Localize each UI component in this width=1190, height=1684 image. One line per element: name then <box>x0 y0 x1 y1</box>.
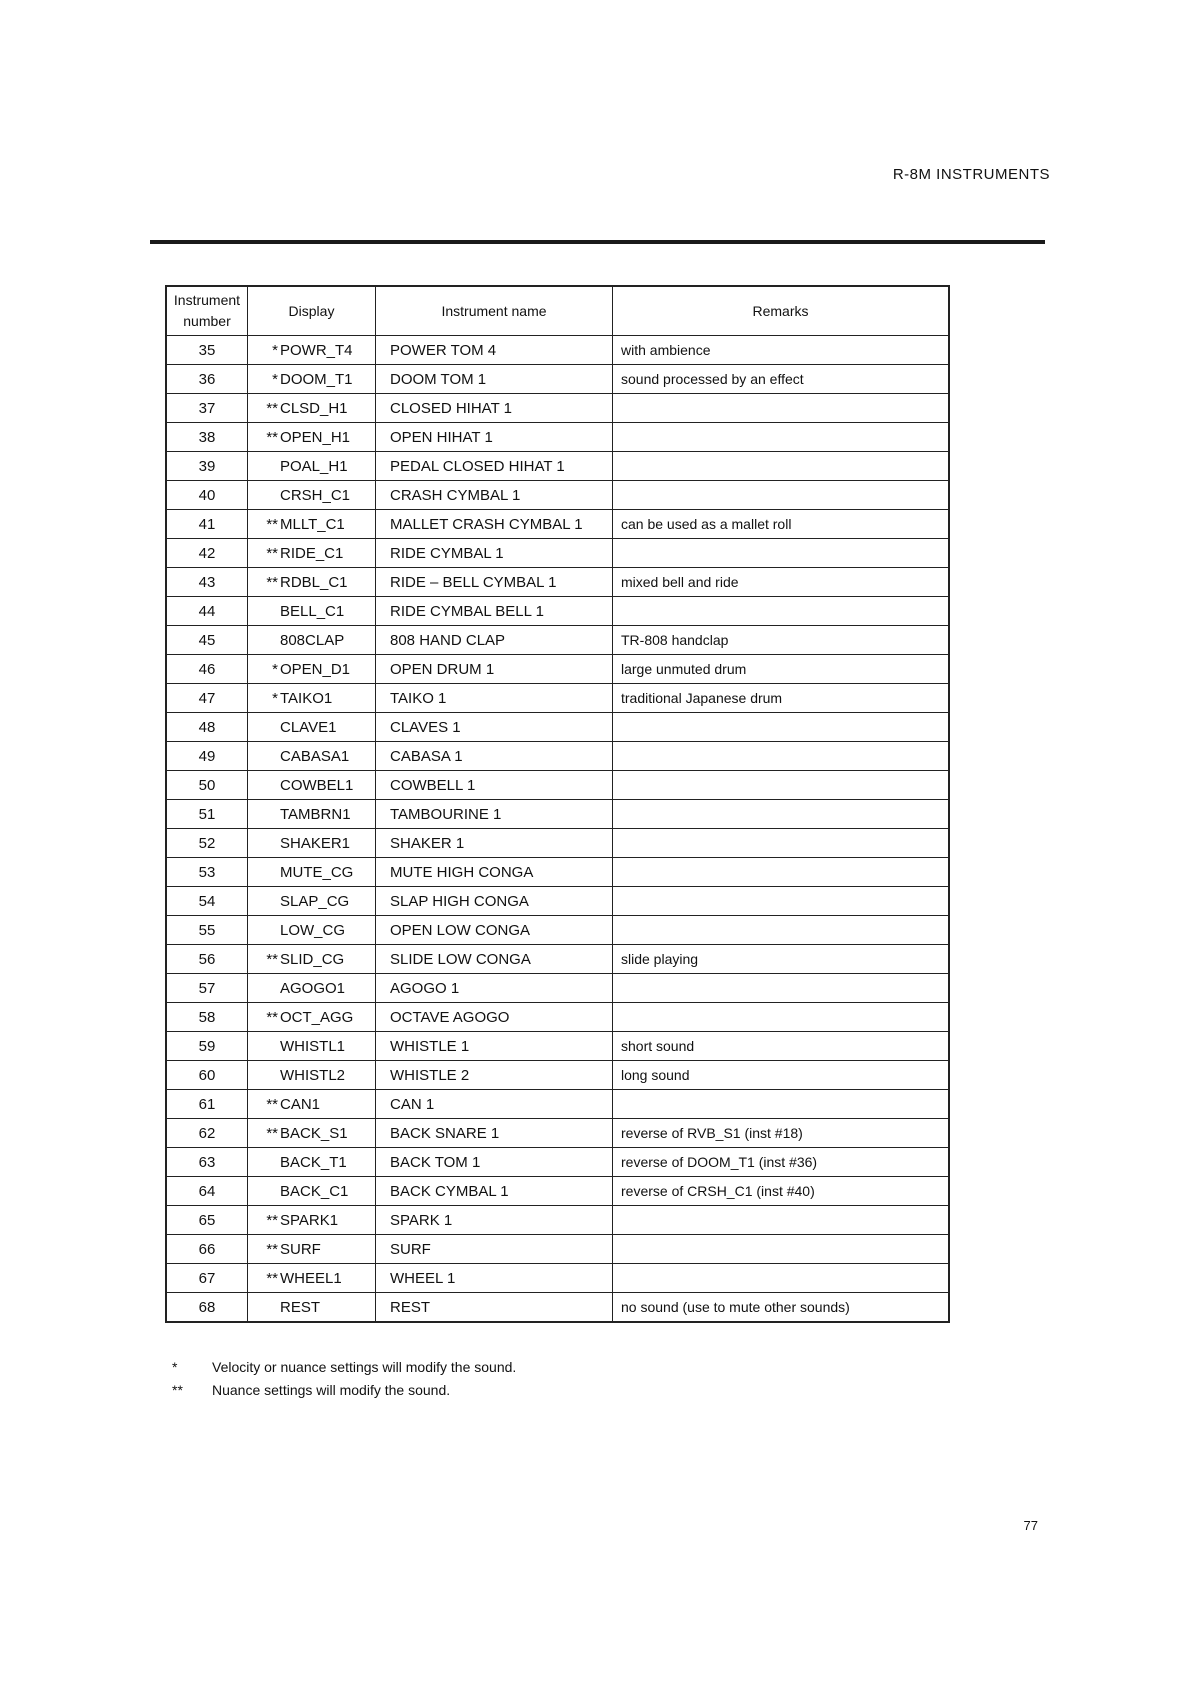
asterisk-mark: ** <box>266 1269 278 1287</box>
instrument-number-cell: 51 <box>166 800 248 829</box>
display-cell <box>248 916 376 945</box>
page-number: 77 <box>1023 1518 1038 1533</box>
instrument-name-cell: OCTAVE AGOGO <box>376 1003 613 1032</box>
remarks-cell: reverse of CRSH_C1 (inst #40) <box>613 1177 950 1206</box>
instrument-name-cell: AGOGO 1 <box>376 974 613 1003</box>
instrument-name-cell: SLIDE LOW CONGA <box>376 945 613 974</box>
instrument-name-cell: WHISTLE 1 <box>376 1032 613 1061</box>
asterisk-mark: ** <box>266 1211 278 1229</box>
col-header-display: Display <box>248 286 376 336</box>
table-row <box>166 713 949 742</box>
table-row <box>166 974 949 1003</box>
remarks-cell <box>613 974 950 1003</box>
display-code: SURF <box>280 1240 321 1258</box>
table-row <box>166 742 949 771</box>
asterisk-mark: * <box>272 370 278 388</box>
table-row <box>166 916 949 945</box>
instrument-number-cell: 56 <box>166 945 248 974</box>
display-code: BACK_T1 <box>280 1153 347 1171</box>
remarks-cell: large unmuted drum <box>613 655 950 684</box>
instrument-name-cell: SLAP HIGH CONGA <box>376 887 613 916</box>
instrument-number-cell: 67 <box>166 1264 248 1293</box>
remarks-cell <box>613 1235 950 1264</box>
display-code: WHISTL1 <box>280 1037 346 1055</box>
remarks-cell: short sound <box>613 1032 950 1061</box>
instrument-name-cell: POWER TOM 4 <box>376 336 613 365</box>
table-row <box>166 510 949 539</box>
table-row <box>166 1032 949 1061</box>
display-cell <box>248 365 376 394</box>
instrument-number-cell: 60 <box>166 1061 248 1090</box>
table-row <box>166 394 949 423</box>
display-code: BACK_C1 <box>280 1182 349 1200</box>
display-cell <box>248 742 376 771</box>
display-code: TAIKO1 <box>280 689 333 707</box>
instrument-name-cell: MUTE HIGH CONGA <box>376 858 613 887</box>
table-row <box>166 481 949 510</box>
display-cell <box>248 974 376 1003</box>
instrument-number-cell: 53 <box>166 858 248 887</box>
col-header-remarks: Remarks <box>613 286 950 336</box>
display-code: CAN1 <box>280 1095 321 1113</box>
asterisk-mark: ** <box>266 544 278 562</box>
table-row <box>166 829 949 858</box>
remarks-cell <box>613 742 950 771</box>
display-code: OPEN_D1 <box>280 660 351 678</box>
table-body <box>166 336 949 1323</box>
display-cell <box>248 684 376 713</box>
instrument-number-cell: 58 <box>166 1003 248 1032</box>
instrument-name-cell: OPEN HIHAT 1 <box>376 423 613 452</box>
display-code: 808CLAP <box>280 631 345 649</box>
asterisk-mark: * <box>272 689 278 707</box>
instrument-table <box>165 285 950 1323</box>
remarks-cell <box>613 858 950 887</box>
remarks-cell <box>613 1206 950 1235</box>
remarks-cell <box>613 1003 950 1032</box>
col-header-instrument-name: Instrument name <box>376 286 613 336</box>
instrument-name-cell: CLAVES 1 <box>376 713 613 742</box>
display-cell <box>248 1061 376 1090</box>
display-cell <box>248 423 376 452</box>
instrument-name-cell: CRASH CYMBAL 1 <box>376 481 613 510</box>
table-row <box>166 597 949 626</box>
display-cell <box>248 539 376 568</box>
table-row <box>166 858 949 887</box>
table-row <box>166 1061 949 1090</box>
instrument-number-cell: 39 <box>166 452 248 481</box>
header-rule <box>150 240 1045 244</box>
footnote-text: Velocity or nuance settings will modify the sound. <box>212 1359 517 1375</box>
table-row <box>166 568 949 597</box>
remarks-cell <box>613 1264 950 1293</box>
instrument-name-cell: RIDE – BELL CYMBAL 1 <box>376 568 613 597</box>
remarks-cell <box>613 539 950 568</box>
remarks-cell: sound processed by an effect <box>613 365 950 394</box>
display-cell <box>248 858 376 887</box>
instrument-number-cell: 61 <box>166 1090 248 1119</box>
display-cell <box>248 1264 376 1293</box>
display-cell <box>248 626 376 655</box>
remarks-cell <box>613 481 950 510</box>
instrument-number-cell: 38 <box>166 423 248 452</box>
instrument-number-cell: 68 <box>166 1293 248 1323</box>
table-row <box>166 771 949 800</box>
instrument-name-cell: WHISTLE 2 <box>376 1061 613 1090</box>
table-row <box>166 1264 949 1293</box>
table-row <box>166 336 949 365</box>
table-row <box>166 539 949 568</box>
instrument-number-cell: 52 <box>166 829 248 858</box>
table-row <box>166 684 949 713</box>
instrument-name-cell: SURF <box>376 1235 613 1264</box>
remarks-cell <box>613 452 950 481</box>
display-code: TAMBRN1 <box>280 805 351 823</box>
display-code: SLAP_CG <box>280 892 350 910</box>
instrument-number-cell: 54 <box>166 887 248 916</box>
instrument-number-cell: 37 <box>166 394 248 423</box>
instrument-name-cell: SPARK 1 <box>376 1206 613 1235</box>
table-row <box>166 800 949 829</box>
instrument-number-cell: 49 <box>166 742 248 771</box>
display-code: POAL_H1 <box>280 457 348 475</box>
remarks-cell: with ambience <box>613 336 950 365</box>
display-cell <box>248 1032 376 1061</box>
footnote <box>172 1379 516 1402</box>
instrument-number-cell: 47 <box>166 684 248 713</box>
display-cell <box>248 771 376 800</box>
instrument-name-cell: BACK CYMBAL 1 <box>376 1177 613 1206</box>
remarks-cell <box>613 887 950 916</box>
display-code: LOW_CG <box>280 921 346 939</box>
instrument-number-cell: 62 <box>166 1119 248 1148</box>
instrument-name-cell: 808 HAND CLAP <box>376 626 613 655</box>
display-cell <box>248 713 376 742</box>
remarks-cell <box>613 916 950 945</box>
instrument-number-cell: 50 <box>166 771 248 800</box>
instrument-number-cell: 46 <box>166 655 248 684</box>
instrument-number-cell: 48 <box>166 713 248 742</box>
display-cell <box>248 1119 376 1148</box>
instrument-name-cell: OPEN LOW CONGA <box>376 916 613 945</box>
remarks-cell: slide playing <box>613 945 950 974</box>
table-row <box>166 1206 949 1235</box>
instrument-name-cell: CAN 1 <box>376 1090 613 1119</box>
col-header-instrument-number: Instrument number <box>166 286 248 336</box>
instrument-number-cell: 59 <box>166 1032 248 1061</box>
remarks-cell: no sound (use to mute other sounds) <box>613 1293 950 1323</box>
table-row <box>166 452 949 481</box>
page-header-title: R-8M INSTRUMENTS <box>892 166 1050 183</box>
display-code: OCT_AGG <box>280 1008 354 1026</box>
footnote-mark: ** <box>172 1382 183 1398</box>
instrument-number-cell: 42 <box>166 539 248 568</box>
table-row <box>166 365 949 394</box>
remarks-cell <box>613 423 950 452</box>
display-cell <box>248 1090 376 1119</box>
display-cell <box>248 945 376 974</box>
asterisk-mark: ** <box>266 950 278 968</box>
instrument-name-cell: MALLET CRASH CYMBAL 1 <box>376 510 613 539</box>
footnotes <box>172 1356 516 1402</box>
remarks-cell: reverse of RVB_S1 (inst #18) <box>613 1119 950 1148</box>
display-cell <box>248 1003 376 1032</box>
display-code: SHAKER1 <box>280 834 351 852</box>
asterisk-mark: ** <box>266 428 278 446</box>
instrument-name-cell: COWBELL 1 <box>376 771 613 800</box>
asterisk-mark: ** <box>266 1095 278 1113</box>
instrument-name-cell: RIDE CYMBAL BELL 1 <box>376 597 613 626</box>
display-code: SPARK1 <box>280 1211 339 1229</box>
display-cell <box>248 1235 376 1264</box>
instrument-name-cell: PEDAL CLOSED HIHAT 1 <box>376 452 613 481</box>
display-code: CABASA1 <box>280 747 350 765</box>
instrument-name-cell: SHAKER 1 <box>376 829 613 858</box>
asterisk-mark: ** <box>266 1008 278 1026</box>
instrument-name-cell: BACK TOM 1 <box>376 1148 613 1177</box>
display-cell <box>248 336 376 365</box>
remarks-cell: long sound <box>613 1061 950 1090</box>
display-code: OPEN_H1 <box>280 428 351 446</box>
instrument-number-cell: 65 <box>166 1206 248 1235</box>
asterisk-mark: * <box>272 341 278 359</box>
display-code: MLLT_C1 <box>280 515 345 533</box>
instrument-number-cell: 55 <box>166 916 248 945</box>
instrument-name-cell: CABASA 1 <box>376 742 613 771</box>
display-cell <box>248 481 376 510</box>
instrument-name-cell: TAMBOURINE 1 <box>376 800 613 829</box>
remarks-cell <box>613 829 950 858</box>
table-row <box>166 1090 949 1119</box>
instrument-number-cell: 66 <box>166 1235 248 1264</box>
instrument-number-cell: 45 <box>166 626 248 655</box>
remarks-cell <box>613 771 950 800</box>
table-row <box>166 1119 949 1148</box>
display-code: CRSH_C1 <box>280 486 351 504</box>
instrument-number-cell: 63 <box>166 1148 248 1177</box>
table-row <box>166 1235 949 1264</box>
instrument-number-cell: 57 <box>166 974 248 1003</box>
display-cell <box>248 1293 376 1323</box>
instrument-number-cell: 35 <box>166 336 248 365</box>
instrument-name-cell: OPEN DRUM 1 <box>376 655 613 684</box>
asterisk-mark: * <box>272 660 278 678</box>
table-row <box>166 655 949 684</box>
instrument-number-cell: 64 <box>166 1177 248 1206</box>
remarks-cell <box>613 713 950 742</box>
asterisk-mark: ** <box>266 573 278 591</box>
display-code: BELL_C1 <box>280 602 345 620</box>
footnote <box>172 1356 516 1379</box>
display-cell <box>248 597 376 626</box>
display-code: BACK_S1 <box>280 1124 348 1142</box>
asterisk-mark: ** <box>266 1124 278 1142</box>
footnote-text: Nuance settings will modify the sound. <box>212 1382 451 1398</box>
remarks-cell: reverse of DOOM_T1 (inst #36) <box>613 1148 950 1177</box>
table-row <box>166 626 949 655</box>
display-cell <box>248 829 376 858</box>
display-cell <box>248 394 376 423</box>
instrument-number-cell: 40 <box>166 481 248 510</box>
display-cell <box>248 510 376 539</box>
remarks-cell: traditional Japanese drum <box>613 684 950 713</box>
table-header <box>166 286 949 336</box>
remarks-cell <box>613 394 950 423</box>
instrument-name-cell: BACK SNARE 1 <box>376 1119 613 1148</box>
table-row <box>166 423 949 452</box>
remarks-cell: can be used as a mallet roll <box>613 510 950 539</box>
instrument-number-cell: 36 <box>166 365 248 394</box>
display-cell <box>248 887 376 916</box>
remarks-cell: TR-808 handclap <box>613 626 950 655</box>
instrument-name-cell: RIDE CYMBAL 1 <box>376 539 613 568</box>
remarks-cell <box>613 597 950 626</box>
display-code: CLAVE1 <box>280 718 337 736</box>
display-code: WHISTL2 <box>280 1066 346 1084</box>
remarks-cell: mixed bell and ride <box>613 568 950 597</box>
display-code: POWR_T4 <box>280 341 353 359</box>
instrument-number-cell: 41 <box>166 510 248 539</box>
display-code: CLSD_H1 <box>280 399 348 417</box>
display-cell <box>248 1177 376 1206</box>
display-cell <box>248 655 376 684</box>
display-cell <box>248 568 376 597</box>
display-code: DOOM_T1 <box>280 370 353 388</box>
instrument-name-cell: TAIKO 1 <box>376 684 613 713</box>
display-code: AGOGO1 <box>280 979 346 997</box>
remarks-cell <box>613 1090 950 1119</box>
table-row <box>166 1148 949 1177</box>
display-code: RIDE_C1 <box>280 544 344 562</box>
instrument-number-cell: 44 <box>166 597 248 626</box>
display-cell <box>248 800 376 829</box>
table-row <box>166 1003 949 1032</box>
display-code: MUTE_CG <box>280 863 354 881</box>
remarks-cell <box>613 800 950 829</box>
asterisk-mark: ** <box>266 515 278 533</box>
table-row <box>166 945 949 974</box>
display-code: COWBEL1 <box>280 776 354 794</box>
display-cell <box>248 452 376 481</box>
table-row <box>166 1177 949 1206</box>
instrument-number-cell: 43 <box>166 568 248 597</box>
instrument-name-cell: CLOSED HIHAT 1 <box>376 394 613 423</box>
footnote-mark: * <box>172 1359 178 1375</box>
display-code: SLID_CG <box>280 950 345 968</box>
table-row <box>166 1293 949 1323</box>
display-code: WHEEL1 <box>280 1269 342 1287</box>
display-code: RDBL_C1 <box>280 573 348 591</box>
asterisk-mark: ** <box>266 399 278 417</box>
display-cell <box>248 1206 376 1235</box>
display-cell <box>248 1148 376 1177</box>
table-row <box>166 887 949 916</box>
display-code: REST <box>280 1298 321 1316</box>
instrument-name-cell: REST <box>376 1293 613 1323</box>
asterisk-mark: ** <box>266 1240 278 1258</box>
instrument-name-cell: DOOM TOM 1 <box>376 365 613 394</box>
instrument-name-cell: WHEEL 1 <box>376 1264 613 1293</box>
